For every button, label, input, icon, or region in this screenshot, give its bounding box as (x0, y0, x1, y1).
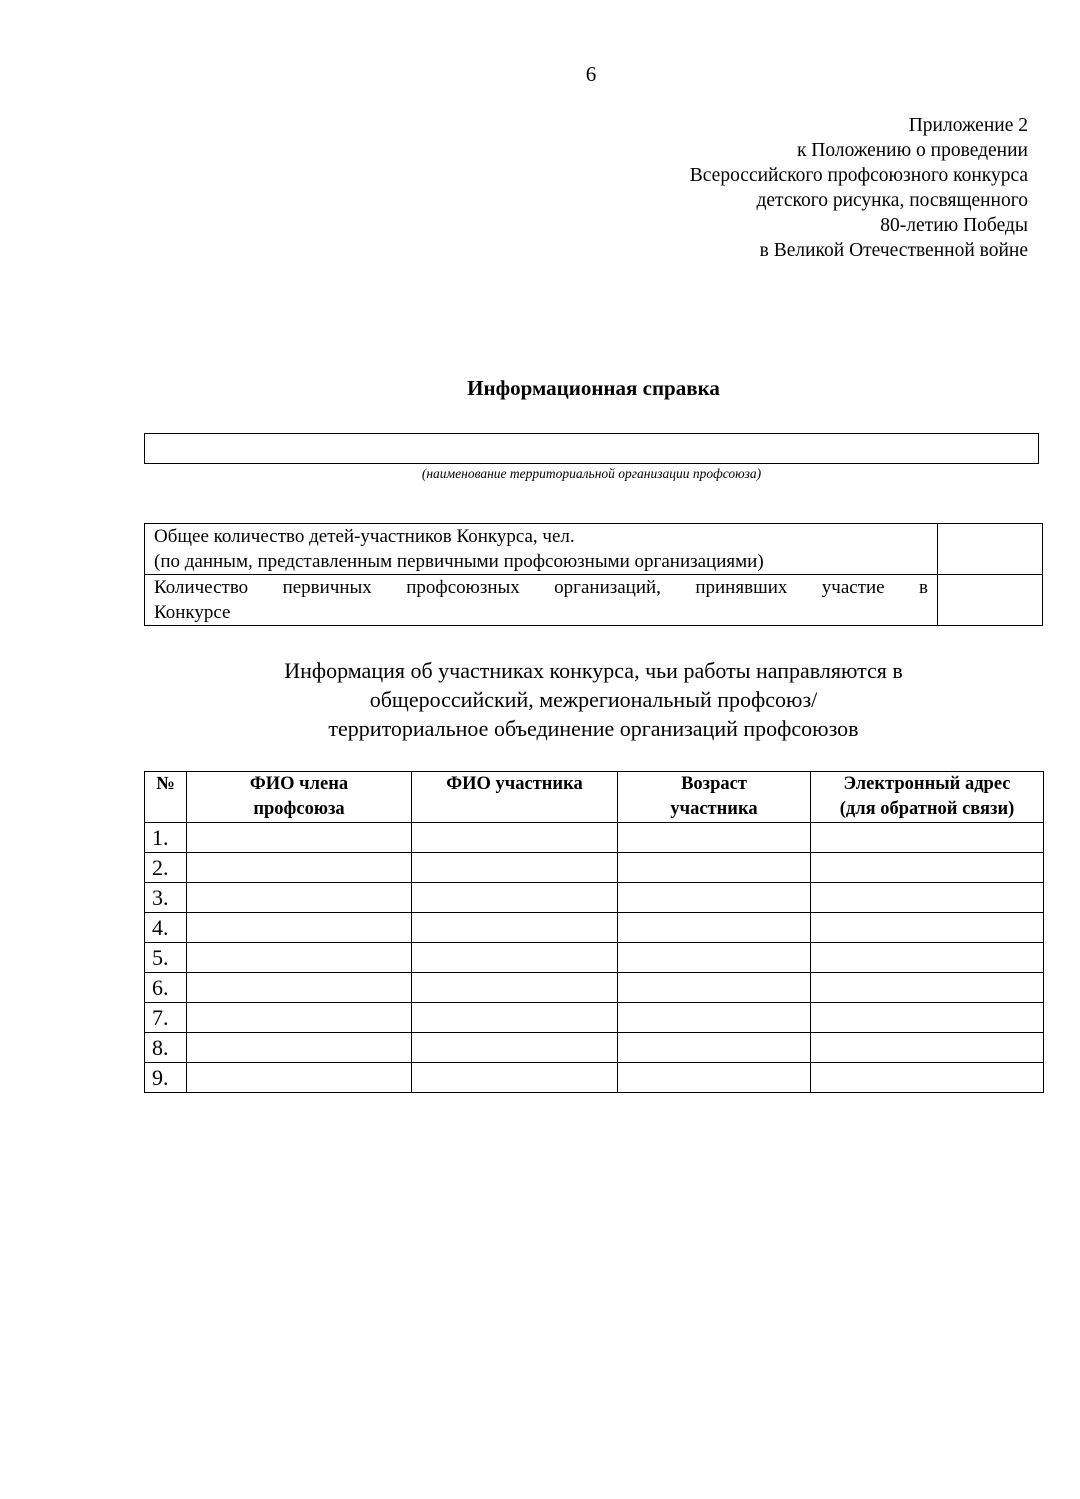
summary-row-children-count (145, 524, 1043, 575)
row-number: 1. (145, 823, 187, 853)
member-name-cell[interactable] (187, 1033, 412, 1063)
appendix-line: Всероссийского профсоюзного конкурса (689, 165, 1028, 186)
table-row (145, 823, 1044, 853)
row-number: 4. (145, 913, 187, 943)
row-number: 3. (145, 883, 187, 913)
member-name-cell[interactable] (187, 943, 412, 973)
participant-age-cell[interactable] (618, 1033, 811, 1063)
participant-age-cell[interactable] (618, 1063, 811, 1093)
organization-name-caption: (наименование территориальной организации профсоюза) (421, 466, 762, 481)
email-cell[interactable] (811, 1003, 1044, 1033)
header-text: (для обратной связи) (839, 799, 1015, 819)
summary-label (145, 575, 938, 626)
email-cell[interactable] (811, 853, 1044, 883)
summary-table (144, 523, 1043, 626)
page-number: 6 (585, 62, 597, 86)
participant-name-cell[interactable] (412, 1033, 618, 1063)
email-cell[interactable] (811, 913, 1044, 943)
member-name-cell[interactable] (187, 883, 412, 913)
summary-value-organizations-count[interactable] (938, 575, 1043, 626)
participants-header-row (145, 772, 1044, 823)
participant-age-cell[interactable] (618, 1003, 811, 1033)
participant-age-cell[interactable] (618, 943, 811, 973)
summary-row-organizations-count (145, 575, 1043, 626)
table-row (145, 1033, 1044, 1063)
section-heading-line: территориальное объединение организаций профсоюзов (328, 716, 859, 741)
email-cell[interactable] (811, 943, 1044, 973)
section-heading (0, 656, 1080, 743)
participant-age-cell[interactable] (618, 883, 811, 913)
table-row (145, 883, 1044, 913)
email-cell[interactable] (811, 1033, 1044, 1063)
row-number: 2. (145, 853, 187, 883)
header-member-name (187, 772, 412, 823)
row-number: 5. (145, 943, 187, 973)
appendix-line: детского рисунка, посвященного (756, 190, 1028, 211)
participant-name-cell[interactable] (412, 853, 618, 883)
summary-label-line: (по данным, представленным первичными профсоюзными организациями) (154, 551, 764, 572)
table-row (145, 943, 1044, 973)
table-row (145, 1063, 1044, 1093)
member-name-cell[interactable] (187, 1063, 412, 1093)
participant-name-cell[interactable] (412, 1063, 618, 1093)
table-row (145, 973, 1044, 1003)
participant-name-cell[interactable] (412, 913, 618, 943)
summary-value-children-count[interactable] (938, 524, 1043, 575)
header-participant-name (412, 772, 618, 823)
header-text: № (156, 774, 175, 794)
participant-age-cell[interactable] (618, 973, 811, 1003)
header-text: ФИО участника (446, 774, 583, 794)
table-row (145, 913, 1044, 943)
organization-name-field[interactable] (144, 433, 1039, 464)
participant-age-cell[interactable] (618, 823, 811, 853)
email-cell[interactable] (811, 1063, 1044, 1093)
member-name-cell[interactable] (187, 1003, 412, 1033)
header-text: ФИО члена (249, 774, 349, 794)
participants-body (145, 823, 1044, 1093)
member-name-cell[interactable] (187, 823, 412, 853)
participant-name-cell[interactable] (412, 973, 618, 1003)
participant-age-cell[interactable] (618, 853, 811, 883)
row-number: 8. (145, 1033, 187, 1063)
member-name-cell[interactable] (187, 853, 412, 883)
header-text: профсоюза (253, 799, 345, 819)
header-participant-age (618, 772, 811, 823)
appendix-reference (690, 113, 1028, 263)
member-name-cell[interactable] (187, 913, 412, 943)
row-number: 7. (145, 1003, 187, 1033)
appendix-line: в Великой Отечественной войне (759, 240, 1028, 261)
email-cell[interactable] (811, 883, 1044, 913)
section-heading-line: общероссийский, межрегиональный профсоюз/ (369, 687, 818, 712)
email-cell[interactable] (811, 973, 1044, 1003)
appendix-line: Приложение 2 (908, 115, 1028, 136)
participant-name-cell[interactable] (412, 883, 618, 913)
participants-table (144, 771, 1044, 1093)
participant-name-cell[interactable] (412, 943, 618, 973)
participant-age-cell[interactable] (618, 913, 811, 943)
row-number: 9. (145, 1063, 187, 1093)
header-email (811, 772, 1044, 823)
table-row (145, 853, 1044, 883)
summary-label (145, 524, 938, 575)
row-number: 6. (145, 973, 187, 1003)
participant-name-cell[interactable] (412, 1003, 618, 1033)
summary-label-line: Количество первичных профсоюзных организаций, принявших участие в (154, 577, 928, 598)
document-title: Информационная справка (467, 376, 720, 400)
member-name-cell[interactable] (187, 973, 412, 1003)
email-cell[interactable] (811, 823, 1044, 853)
appendix-line: 80-летию Победы (880, 215, 1028, 236)
header-text: участника (670, 799, 758, 819)
header-number (145, 772, 187, 823)
summary-label-line: Конкурсе (154, 602, 231, 623)
appendix-line: к Положению о проведении (796, 140, 1028, 161)
header-text: Электронный адрес (843, 774, 1011, 794)
summary-label-line: Общее количество детей-участников Конкурса, чел. (154, 526, 575, 547)
section-heading-line: Информация об участниках конкурса, чьи работы направляются в (284, 658, 903, 683)
table-row (145, 1003, 1044, 1033)
participant-name-cell[interactable] (412, 823, 618, 853)
header-text: Возраст (681, 774, 747, 794)
